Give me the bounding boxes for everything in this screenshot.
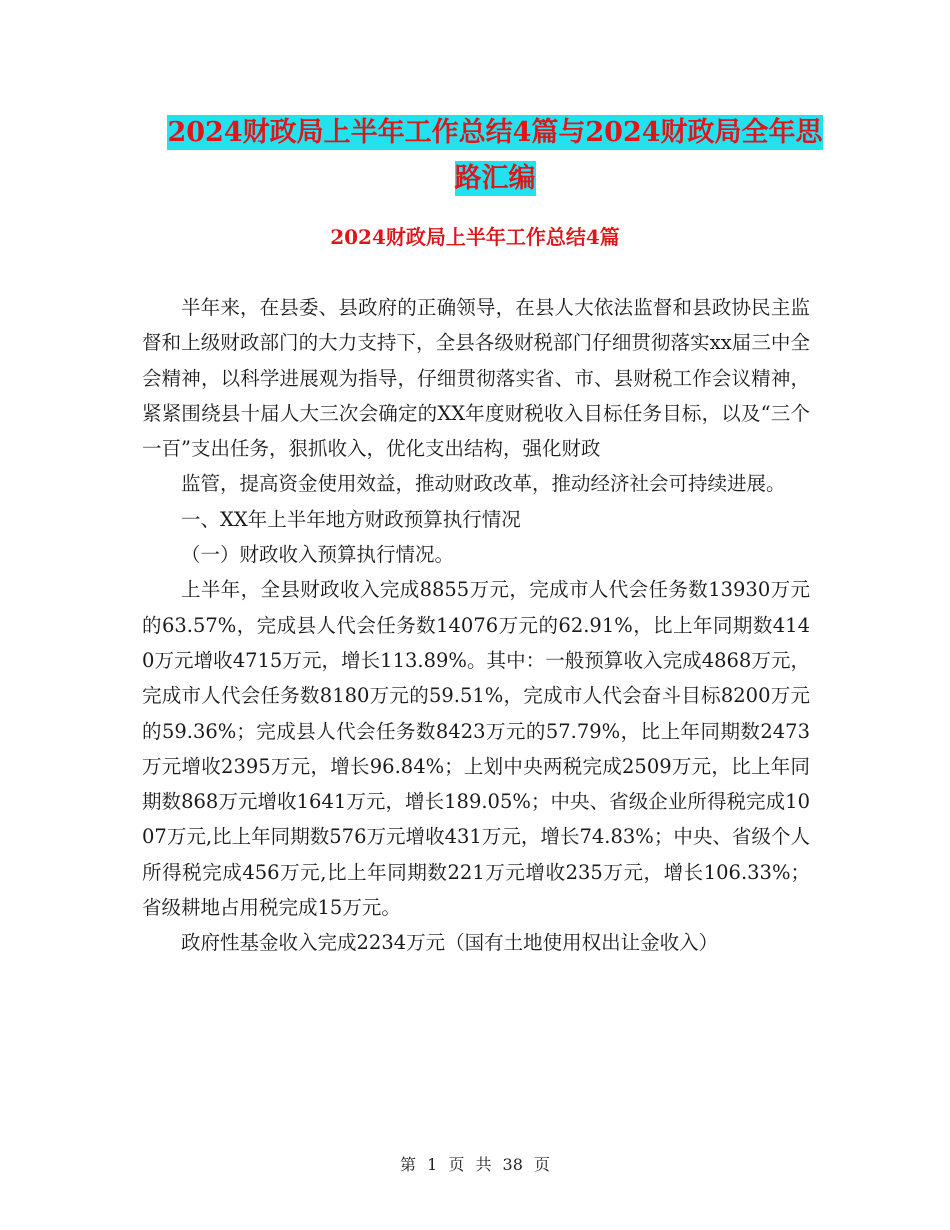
- paragraph-fund-revenue: 政府性基金收入完成2234万元（国有土地使用权出让金收入）: [181, 931, 719, 955]
- document-title: [140, 110, 850, 202]
- page-footer: 第 1 页 共 38 页: [400, 1155, 550, 1174]
- paragraph-revenue: 上半年，全县财政收入完成8855万元，完成市人代会任务数13930万元的63.57%，完成县人代会任务数14076万元的62.91%，比上年同期数4140万元增收4715万元，增长113.89%。其中：一般预算收入完成4868万元，完成市人代会任务数8180万元的59.51%，完成市人代会奋斗目标8200万元的59.36%；完成县人代会任务数8423万元的57.79%，比上年同期数2473万元增收2395万元，增长96.84%；上划中央两税完成2509万元，比上年同期数868万元增收1641万元，增长189.05%；中央、省级企业所得税完成1007万元,比上年同期数576万元增收431万元，增长74.83%；中央、省级个人所得税完成456万元,比上年同期数221万元增收235万元，增长106.33%；省级耕地占用税完成15万元。: [142, 578, 810, 920]
- subsection-heading-1: （一）财政收入预算执行情况。: [181, 543, 455, 567]
- document-title-line2: 路汇编: [454, 163, 536, 194]
- paragraph-intro-continued: 监管，提高资金使用效益，推动财政改革，推动经济社会可持续进展。: [181, 472, 786, 496]
- paragraph-intro: 半年来，在县委、县政府的正确领导，在县人大依法监督和县政协民主监督和上级财政部门的大力支持下，全县各级财税部门仔细贯彻落实xx届三中全会精神，以科学进展观为指导，仔细贯彻落实省、市、县财税工作会议精神，紧紧围绕县十届人大三次会确定的XX年度财税收入目标任务目标，以及“三个一百”支出任务，狠抓收入，优化支出结构，强化财政: [142, 296, 810, 461]
- document-title-line1: 2024财政局上半年工作总结4篇与2024财政局全年思: [167, 117, 823, 148]
- document-body: [142, 290, 810, 961]
- section-heading: 2024财政局上半年工作总结4篇: [330, 225, 620, 249]
- section-heading-1: 一、XX年上半年地方财政预算执行情况: [181, 507, 521, 531]
